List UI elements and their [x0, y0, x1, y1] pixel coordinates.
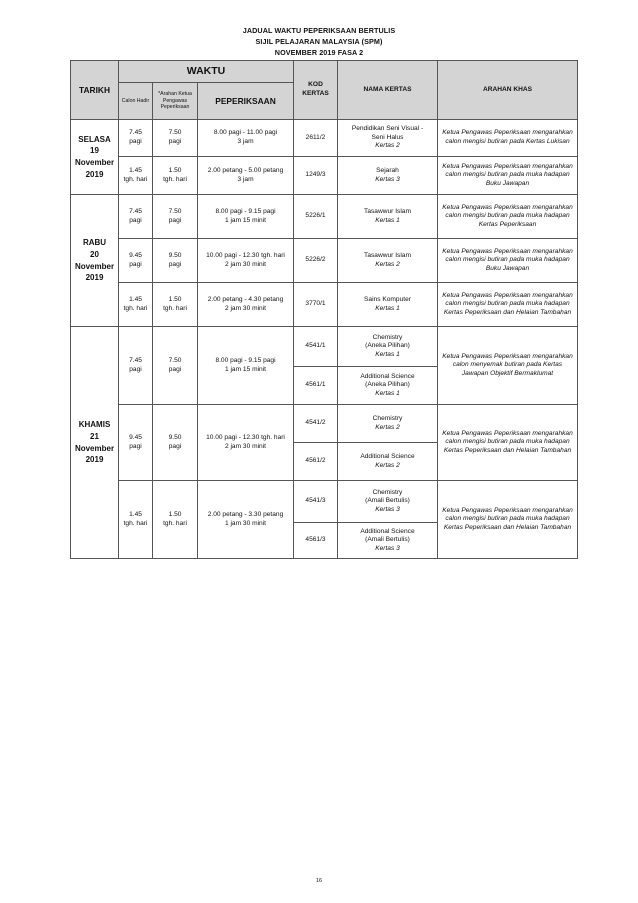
paper-name: Chemistry Kertas 2 [338, 405, 438, 443]
arahan-ketua-time: 9.50 pagi [153, 239, 198, 283]
exam-time: 2.00 petang - 4.30 petang 2 jam 30 minit [198, 283, 294, 327]
col-header-waktu: WAKTU [119, 61, 294, 83]
exam-time: 8.00 pagi - 9.15 pagi 1 jam 15 minit [198, 327, 294, 405]
date-cell: RABU 20 November 2019 [71, 195, 119, 327]
arahan-ketua-time: 7.50 pagi [153, 195, 198, 239]
special-instruction: Ketua Pengawas Peperiksaan mengarahkan calon mengisi butiran pada muka hadapan Buku Jawapan [438, 157, 578, 195]
exam-time: 8.00 pagi - 9.15 pagi 1 jam 15 minit [198, 195, 294, 239]
table-row [71, 283, 578, 327]
paper-name: Tasawwur Islam Kertas 2 [338, 239, 438, 283]
document-subtitle: SIJIL PELAJARAN MALAYSIA (SPM) [255, 37, 383, 46]
special-instruction: Ketua Pengawas Peperiksaan mengarahkan calon mengisi butiran pada muka hadapan Kertas Peperiksaan dan Helaian Tambahan [438, 405, 578, 481]
calon-hadir-time: 9.45 pagi [119, 239, 153, 283]
date-cell: SELASA 19 November 2019 [71, 120, 119, 195]
paper-code: 3770/1 [294, 283, 338, 327]
document-title: JADUAL WAKTU PEPERIKSAAN BERTULIS [242, 26, 396, 35]
table-row [71, 239, 578, 283]
calon-hadir-time: 7.45 pagi [119, 195, 153, 239]
col-header-nama-kertas: NAMA KERTAS [338, 61, 438, 120]
paper-name: Chemistry (Aneka Pilihan) Kertas 1 [338, 327, 438, 367]
date-cell: KHAMIS 21 November 2019 [71, 327, 119, 559]
arahan-ketua-time: 1.50 tgh. hari [153, 157, 198, 195]
calon-hadir-time: 7.45 pagi [119, 120, 153, 157]
paper-code: 4561/3 [294, 523, 338, 559]
table-row [71, 405, 578, 443]
calon-hadir-time: 9.45 pagi [119, 405, 153, 481]
calon-hadir-time: 1.45 tgh. hari [119, 481, 153, 559]
paper-code: 4561/1 [294, 367, 338, 405]
paper-code: 5226/1 [294, 195, 338, 239]
special-instruction: Ketua Pengawas Peperiksaan mengarahkan calon mengisi butiran pada muka hadapan Kertas Peperiksaan [438, 195, 578, 239]
arahan-ketua-time: 7.50 pagi [153, 327, 198, 405]
paper-name: Additional Science (Amali Bertulis) Kertas 3 [338, 523, 438, 559]
page-number: 16 [315, 878, 323, 884]
paper-code: 4541/2 [294, 405, 338, 443]
col-header-kod-kertas: KOD KERTAS [294, 61, 338, 120]
arahan-ketua-time: 9.50 pagi [153, 405, 198, 481]
arahan-ketua-time: 7.50 pagi [153, 120, 198, 157]
col-header-peperiksaan: PEPERIKSAAN [198, 83, 294, 120]
paper-code: 4541/1 [294, 327, 338, 367]
col-header-arahan-ketua: *Arahan Ketua Pengawas Peperiksaan [153, 83, 198, 120]
arahan-ketua-time: 1.50 tgh. hari [153, 481, 198, 559]
paper-code: 1249/3 [294, 157, 338, 195]
exam-time: 10.00 pagi - 12.30 tgh. hari 2 jam 30 minit [198, 405, 294, 481]
arahan-ketua-time: 1.50 tgh. hari [153, 283, 198, 327]
exam-time: 2.00 petang - 5.00 petang 3 jam [198, 157, 294, 195]
table-row [71, 481, 578, 523]
paper-code: 2611/2 [294, 120, 338, 157]
table-row [71, 327, 578, 367]
paper-code: 5226/2 [294, 239, 338, 283]
paper-name: Tasawwur Islam Kertas 1 [338, 195, 438, 239]
special-instruction: Ketua Pengawas Peperiksaan mengarahkan calon mengisi butiran pada Kertas Lukisan [438, 120, 578, 157]
special-instruction: Ketua Pengawas Peperiksaan mengarahkan calon mengisi butiran pada muka hadapan Kertas Peperiksaan dan Helaian Tambahan [438, 481, 578, 559]
calon-hadir-time: 1.45 tgh. hari [119, 283, 153, 327]
calon-hadir-time: 7.45 pagi [119, 327, 153, 405]
exam-time: 8.00 pagi - 11.00 pagi 3 jam [198, 120, 294, 157]
paper-name: Sains Komputer Kertas 1 [338, 283, 438, 327]
paper-name: Pendidikan Seni Visual - Seni Halus Kertas 2 [338, 120, 438, 157]
table-row [71, 157, 578, 195]
paper-name: Chemistry (Amali Bertulis) Kertas 3 [338, 481, 438, 523]
special-instruction: Ketua Pengawas Peperiksaan mengarahkan calon mengisi butiran pada muka hadapan Kertas Peperiksaan dan Helaian Tambahan [438, 283, 578, 327]
table-row [71, 195, 578, 239]
special-instruction: Ketua Pengawas Peperiksaan mengarahkan calon menyemak butiran pada Kertas Jawapan Objektif Bermaklumat [438, 327, 578, 405]
table-row [71, 120, 578, 157]
paper-name: Sejarah Kertas 3 [338, 157, 438, 195]
col-header-arahan-khas: ARAHAN KHAS [438, 61, 578, 120]
paper-name: Additional Science (Aneka Pilihan) Kertas 1 [338, 367, 438, 405]
special-instruction: Ketua Pengawas Peperiksaan mengarahkan calon mengisi butiran pada muka hadapan Buku Jawapan [438, 239, 578, 283]
calon-hadir-time: 1.45 tgh. hari [119, 157, 153, 195]
exam-time: 10.00 pagi - 12.30 tgh. hari 2 jam 30 minit [198, 239, 294, 283]
paper-name: Additional Science Kertas 2 [338, 443, 438, 481]
exam-time: 2.00 petang - 3.30 petang 1 jam 30 minit [198, 481, 294, 559]
document-session: NOVEMBER 2019 FASA 2 [274, 48, 364, 57]
col-header-tarikh: TARIKH [71, 61, 119, 120]
paper-code: 4541/3 [294, 481, 338, 523]
exam-timetable [70, 60, 578, 559]
col-header-calon-hadir: Calon Hadir [119, 83, 153, 120]
paper-code: 4561/2 [294, 443, 338, 481]
